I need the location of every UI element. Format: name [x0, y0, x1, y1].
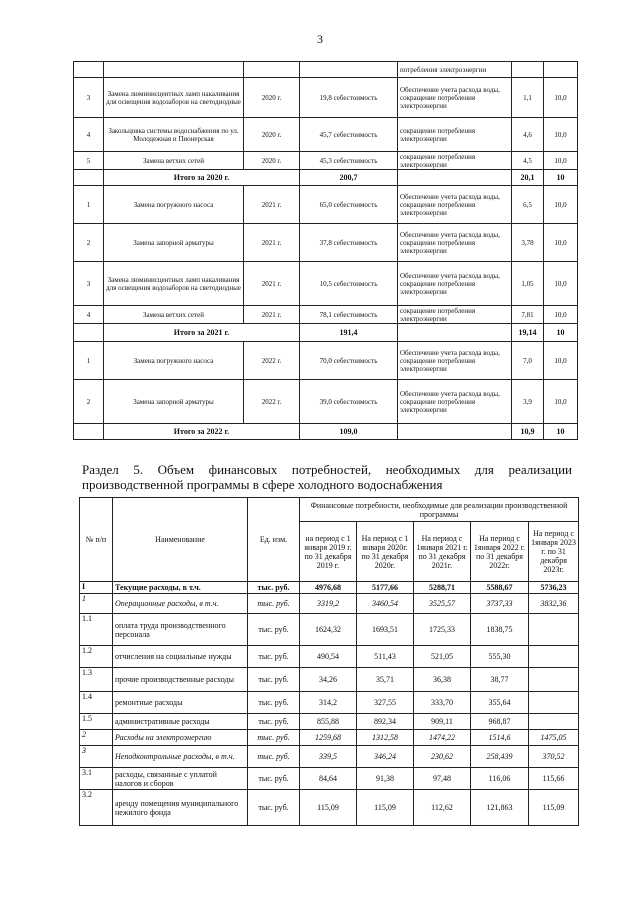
table-row [80, 768, 579, 790]
total-label: Итого за 2022 г. [104, 424, 300, 440]
row-value: 7,0 [512, 342, 544, 380]
row-value [529, 646, 579, 668]
row-code: 1.3 [80, 668, 113, 692]
row-effect: Обеспечение учета расхода воды, сокращение потребления электроэнергии [398, 78, 512, 118]
row-value: 1693,51 [357, 614, 414, 646]
table-row [74, 118, 578, 152]
row-effect: Обеспечение учета расхода воды, сокращение потребления электроэнергии [398, 342, 512, 380]
row-year: 2021 г. [244, 186, 300, 224]
table-row [80, 790, 579, 826]
total-value: 10,9 [512, 424, 544, 440]
table-row [80, 646, 579, 668]
financial-needs-table [79, 497, 579, 826]
row-cost: 65,0 себестоимость [300, 186, 398, 224]
table-row [80, 614, 579, 646]
table-row [74, 380, 578, 424]
row-cost: 37,8 себестоимость [300, 224, 398, 262]
row-year: 2022 г. [244, 342, 300, 380]
row-value: 5588,67 [471, 582, 529, 594]
row-cost: 10,5 себестоимость [300, 262, 398, 306]
row-value: 1475,05 [529, 730, 579, 746]
row-unit: тыс. руб. [248, 730, 300, 746]
header-period: На период с 1января 2022 г. по 31 декабря 2022г. [471, 522, 529, 582]
row-percent: 10,0 [544, 152, 578, 170]
row-name: Неподконтрольные расходы, в т.ч. [113, 746, 248, 768]
total-percent: 10 [544, 424, 578, 440]
row-value: 1624,32 [300, 614, 357, 646]
row-value: 115,09 [529, 790, 579, 826]
row-value: 115,09 [357, 790, 414, 826]
row-value [529, 714, 579, 730]
table-row [74, 262, 578, 306]
row-percent: 10,0 [544, 262, 578, 306]
header-period: На период с 1января 2023 г. по 31 декабря 2023г. [529, 522, 579, 582]
row-value: 1838,75 [471, 614, 529, 646]
row-value: 3,78 [512, 224, 544, 262]
header-period: На период с 1января 2021 г. по 31 декабря 2021г. [414, 522, 471, 582]
row-code: 3.2 [80, 790, 113, 826]
row-name: Закольцовка системы водоснабжения по ул. Молодежная и Пионерская [104, 118, 244, 152]
row-cost: 39,0 себестоимость [300, 380, 398, 424]
header-num: № п/п [80, 498, 113, 582]
table-row [74, 62, 578, 78]
row-effect [398, 170, 512, 186]
total-cost: 191,4 [300, 324, 398, 342]
row-num: 4 [74, 306, 104, 324]
row-code: I [80, 582, 113, 594]
measures-table [73, 61, 578, 440]
row-value: 314,2 [300, 692, 357, 714]
total-value: 19,14 [512, 324, 544, 342]
row-num [74, 424, 104, 440]
total-cost: 200,7 [300, 170, 398, 186]
total-percent: 10 [544, 170, 578, 186]
row-code: 3 [80, 746, 113, 768]
row-cost [300, 62, 398, 78]
row-name: аренду помещения муниципального нежилого фонда [113, 790, 248, 826]
row-num: 2 [74, 224, 104, 262]
row-cost: 70,0 себестоимость [300, 342, 398, 380]
row-unit: тыс. руб. [248, 768, 300, 790]
row-name: Замена запорной арматуры [104, 380, 244, 424]
row-name [104, 62, 244, 78]
row-value: 521,05 [414, 646, 471, 668]
row-cost: 45,3 себестоимость [300, 152, 398, 170]
row-value [512, 62, 544, 78]
table-row [80, 692, 579, 714]
table-row [80, 582, 579, 594]
table-row [80, 714, 579, 730]
row-num: 3 [74, 262, 104, 306]
row-value: 38,77 [471, 668, 529, 692]
table-row [80, 594, 579, 614]
row-cost: 19,8 себестоимость [300, 78, 398, 118]
row-value: 115,09 [300, 790, 357, 826]
row-code: 1.2 [80, 646, 113, 668]
row-num: 5 [74, 152, 104, 170]
row-unit: тыс. руб. [248, 594, 300, 614]
row-effect [398, 324, 512, 342]
row-year: 2020 г. [244, 118, 300, 152]
row-value: 97,48 [414, 768, 471, 790]
row-value: 1,05 [512, 262, 544, 306]
row-value: 3460,54 [357, 594, 414, 614]
table-row [74, 306, 578, 324]
table-row [74, 342, 578, 380]
row-effect: сокращение потребления электроэнергии [398, 118, 512, 152]
row-unit: тыс. руб. [248, 614, 300, 646]
row-effect [398, 424, 512, 440]
section-title: Раздел 5. Объем финансовых потребностей, необходимых для реализации производственной программы в сфере холодного водоснабжения [82, 462, 572, 492]
row-value: 115,66 [529, 768, 579, 790]
row-value: 116,06 [471, 768, 529, 790]
row-year: 2020 г. [244, 78, 300, 118]
row-value: 370,52 [529, 746, 579, 768]
row-code: 3.1 [80, 768, 113, 790]
row-name: Текущие расходы, в т.ч. [113, 582, 248, 594]
row-unit: тыс. руб. [248, 646, 300, 668]
row-value: 91,38 [357, 768, 414, 790]
row-unit: тыс. руб. [248, 692, 300, 714]
row-unit: тыс. руб. [248, 668, 300, 692]
total-cost: 109,0 [300, 424, 398, 440]
row-code: 1.1 [80, 614, 113, 646]
row-year: 2021 г. [244, 306, 300, 324]
row-value: 892,34 [357, 714, 414, 730]
row-name: отчисления на социальные нужды [113, 646, 248, 668]
row-value [529, 668, 579, 692]
row-name: Замена погружного насоса [104, 186, 244, 224]
row-value: 333,70 [414, 692, 471, 714]
row-value: 909,11 [414, 714, 471, 730]
row-effect: Обеспечение учета расхода воды, сокращение потребления электроэнергии [398, 380, 512, 424]
header-group: Финансовые потребности, необходимые для реализации производственной программы [300, 498, 579, 522]
row-name: Замена люминисцентных ламп накаливания для освещения водозаборов на светодиодные [104, 262, 244, 306]
row-value: 5177,66 [357, 582, 414, 594]
total-percent: 10 [544, 324, 578, 342]
row-value: 1725,33 [414, 614, 471, 646]
row-value: 3,9 [512, 380, 544, 424]
row-value: 1,1 [512, 78, 544, 118]
row-value: 258,439 [471, 746, 529, 768]
table-row [80, 730, 579, 746]
total-label: Итого за 2020 г. [104, 170, 300, 186]
row-year: 2020 г. [244, 152, 300, 170]
total-row [74, 170, 578, 186]
row-name: Операционные расходы, в т.ч. [113, 594, 248, 614]
row-name: Расходы на электроэнергию [113, 730, 248, 746]
table-row [80, 746, 579, 768]
row-value: 968,87 [471, 714, 529, 730]
row-value: 3832,36 [529, 594, 579, 614]
row-value: 7,81 [512, 306, 544, 324]
row-value: 36,38 [414, 668, 471, 692]
row-percent: 10,0 [544, 118, 578, 152]
row-num: 3 [74, 78, 104, 118]
row-code: 1 [80, 594, 113, 614]
row-percent [544, 62, 578, 78]
row-effect: Обеспечение учета расхода воды, сокращение потребления электроэнергии [398, 186, 512, 224]
row-value: 84,64 [300, 768, 357, 790]
row-percent: 10,0 [544, 380, 578, 424]
row-percent: 10,0 [544, 186, 578, 224]
row-name: Замена ветхих сетей [104, 306, 244, 324]
row-value: 511,43 [357, 646, 414, 668]
row-num [74, 324, 104, 342]
row-name: расходы, связанные с уплатой налогов и сборов [113, 768, 248, 790]
table-row [74, 186, 578, 224]
row-name: Замена запорной арматуры [104, 224, 244, 262]
total-row [74, 424, 578, 440]
table-row [74, 224, 578, 262]
row-value: 1259,68 [300, 730, 357, 746]
row-value: 355,64 [471, 692, 529, 714]
row-value: 346,24 [357, 746, 414, 768]
row-value: 5736,23 [529, 582, 579, 594]
row-value: 1312,58 [357, 730, 414, 746]
total-value: 20,1 [512, 170, 544, 186]
header-name: Наименование [113, 498, 248, 582]
table-row [74, 152, 578, 170]
row-num: 4 [74, 118, 104, 152]
row-num: 1 [74, 342, 104, 380]
header-period: На период с 1 января 2020г. по 31 декабря 2020г. [357, 522, 414, 582]
row-value: 35,71 [357, 668, 414, 692]
row-percent: 10,0 [544, 78, 578, 118]
row-cost: 45,7 себестоимость [300, 118, 398, 152]
row-percent: 10,0 [544, 342, 578, 380]
row-effect: Обеспечение учета расхода воды, сокращение потребления электроэнергии [398, 262, 512, 306]
row-value: 230,62 [414, 746, 471, 768]
row-value: 1514,6 [471, 730, 529, 746]
row-value: 327,55 [357, 692, 414, 714]
row-effect: сокращение потребления электроэнергии [398, 152, 512, 170]
row-value: 555,30 [471, 646, 529, 668]
row-name: Замена ветхих сетей [104, 152, 244, 170]
row-year: 2021 г. [244, 262, 300, 306]
row-value: 5288,71 [414, 582, 471, 594]
row-name: административные расходы [113, 714, 248, 730]
row-year: 2022 г. [244, 380, 300, 424]
row-effect: сокращение потребления электроэнергии [398, 306, 512, 324]
row-value: 3525,57 [414, 594, 471, 614]
row-num: 2 [74, 380, 104, 424]
row-code: 2 [80, 730, 113, 746]
row-value: 4,5 [512, 152, 544, 170]
row-value [529, 614, 579, 646]
total-label: Итого за 2021 г. [104, 324, 300, 342]
row-unit: тыс. руб. [248, 746, 300, 768]
row-year [244, 62, 300, 78]
row-num: 1 [74, 186, 104, 224]
row-unit: тыс. руб. [248, 790, 300, 826]
total-row [74, 324, 578, 342]
row-value: 855,88 [300, 714, 357, 730]
header-period: на период с 1 января 2019 г. по 31 декабря 2019 г. [300, 522, 357, 582]
row-name: прочие производственные расходы [113, 668, 248, 692]
row-name: Замена погружного насоса [104, 342, 244, 380]
row-num [74, 62, 104, 78]
header-unit: Ед. изм. [248, 498, 300, 582]
row-year: 2021 г. [244, 224, 300, 262]
row-value: 121,863 [471, 790, 529, 826]
row-name: ремонтные расходы [113, 692, 248, 714]
row-value: 490,54 [300, 646, 357, 668]
row-unit: тыс. руб. [248, 714, 300, 730]
page-number: 3 [317, 32, 323, 46]
row-effect: потребления электроэнергии [398, 62, 512, 78]
row-percent: 10,0 [544, 224, 578, 262]
table-row [80, 668, 579, 692]
row-unit: тыс. руб. [248, 582, 300, 594]
row-value: 4,6 [512, 118, 544, 152]
row-value: 3319,2 [300, 594, 357, 614]
row-value: 3737,33 [471, 594, 529, 614]
row-cost: 78,1 себестоимость [300, 306, 398, 324]
row-value: 339,5 [300, 746, 357, 768]
table-row [74, 78, 578, 118]
row-code: 1.4 [80, 692, 113, 714]
row-code: 1.5 [80, 714, 113, 730]
row-value [529, 692, 579, 714]
row-effect: Обеспечение учета расхода воды, сокращение потребления электроэнергии [398, 224, 512, 262]
row-percent: 10,0 [544, 306, 578, 324]
row-value: 34,26 [300, 668, 357, 692]
row-value: 1474,22 [414, 730, 471, 746]
row-num [74, 170, 104, 186]
row-value: 4976,68 [300, 582, 357, 594]
row-name: Замена люминисцентных ламп накаливания для освещения водозаборов на светодиодные [104, 78, 244, 118]
row-value: 112,62 [414, 790, 471, 826]
row-name: оплата труда производственного персонала [113, 614, 248, 646]
row-value: 6,5 [512, 186, 544, 224]
